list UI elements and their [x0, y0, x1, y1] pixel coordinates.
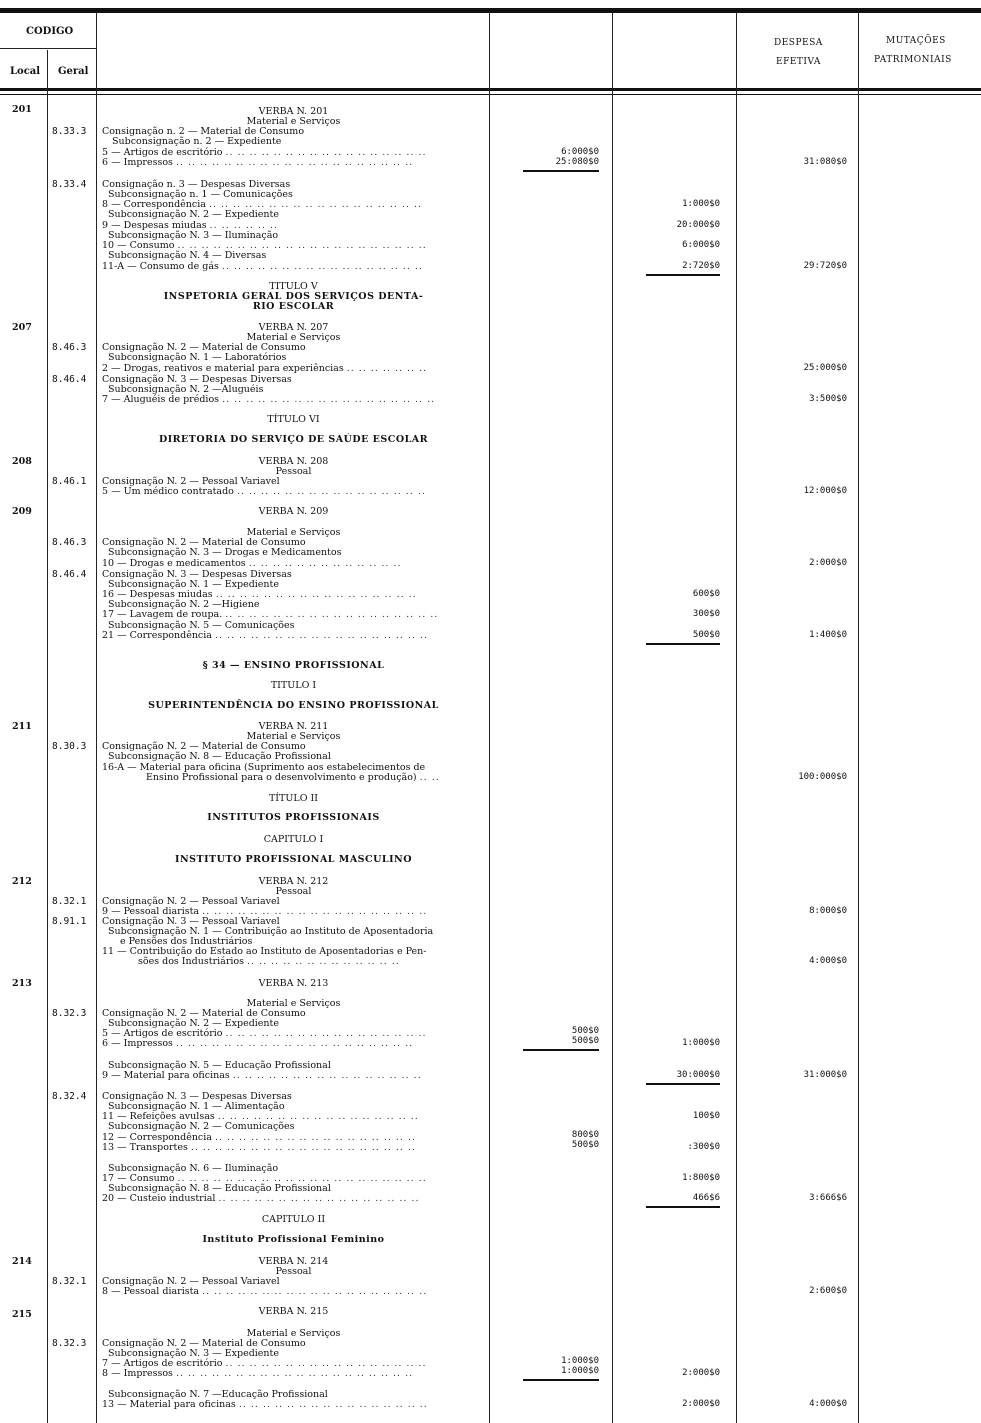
- consignacao-line: Consignação n. 2 — Material de Consumo: [102, 126, 305, 137]
- amount-col2: 2:720$0: [682, 261, 720, 271]
- code-local: 201: [12, 104, 32, 115]
- item-line: 5 — Um médico contratado .. .. .. .. .. .. .. .. .. .. .. .. .. .. .. ..: [102, 486, 426, 497]
- subconsignacao-line: Subconsignação N. 1 — Laboratórios: [108, 352, 287, 363]
- subconsignacao-line: Subconsignação n. 1 — Comunicações: [108, 189, 293, 200]
- amount-col1: 500$0: [571, 1026, 599, 1036]
- header-mutacoes: MUTAÇÕES: [886, 36, 946, 46]
- item-line: 11 — Refeições avulsas .. .. .. .. .. .. .. .. .. .. .. .. .. .. .. .. ..: [102, 1111, 419, 1122]
- verba-heading: VERBA N. 208: [258, 456, 329, 467]
- subconsignacao-line: Subconsignação N. 3 — Expediente: [108, 1348, 279, 1359]
- code-local: 209: [12, 506, 32, 517]
- consignacao-line: Consignação N. 2 — Pessoal Variavel: [102, 1276, 280, 1287]
- header-geral: Geral: [58, 66, 89, 77]
- amount-col2: 6:000$0: [682, 240, 720, 250]
- col-divider-local: [47, 50, 48, 1423]
- titulo-heading: TITULO V: [269, 281, 318, 292]
- consignacao-line: Consignação N. 2 — Material de Consumo: [102, 537, 306, 548]
- header-codigo: CODIGO: [26, 26, 74, 37]
- verba-subheading: Material e Serviços: [246, 116, 341, 127]
- col-divider-geral: [96, 12, 97, 1423]
- subtotal-rule: [523, 1049, 599, 1051]
- item-line: 21 — Correspondência .. .. .. .. .. .. .. .. .. .. .. .. .. .. .. .. .. ..: [102, 630, 429, 641]
- consignacao-line: Consignação N. 3 — Despesas Diversas: [102, 569, 292, 580]
- section-heading: § 34 — ENSINO PROFISSIONAL: [202, 660, 385, 671]
- code-local: 207: [12, 322, 32, 333]
- code-local: 212: [12, 876, 32, 887]
- verba-heading: VERBA N. 211: [258, 721, 329, 732]
- item-line: 9 — Pessoal diarista .. .. .. .. .. .. .. .. .. .. .. .. .. .. .. .. .. .. ..: [102, 906, 428, 917]
- code-geral: 8.46.3: [52, 537, 87, 548]
- titulo-name: INSTITUTOS PROFISSIONAIS: [207, 812, 380, 823]
- subconsignacao-line: Subconsignação N. 3 — Iluminação: [108, 230, 279, 241]
- code-geral: 8.32.4: [52, 1091, 87, 1102]
- code-geral: 8.46.1: [52, 476, 87, 487]
- amount-despesa-efetiva: 3:666$6: [809, 1193, 847, 1203]
- col-divider-c2: [736, 12, 737, 1423]
- code-geral: 8.46.3: [52, 342, 87, 353]
- item-line: 6 — Impressos .. .. .. .. .. .. .. .. .. .. .. .. .. .. .. .. .. .. .. ..: [102, 157, 414, 168]
- item-line: sões dos Industriários .. .. .. .. .. .. .. .. .. .. .. .. ..: [138, 956, 400, 967]
- verba-subheading: Pessoal: [275, 886, 312, 897]
- amount-col2: 2:000$0: [682, 1399, 720, 1409]
- code-geral: 8.91.1: [52, 916, 87, 927]
- amount-col2: 1:000$0: [682, 199, 720, 209]
- subconsignacao-line: Subconsignação N. 3 — Drogas e Medicamentos: [108, 547, 342, 558]
- consignacao-line: Consignação N. 2 — Material de Consumo: [102, 1008, 306, 1019]
- amount-col1: 800$0: [571, 1130, 599, 1140]
- amount-despesa-efetiva: 1:400$0: [809, 630, 847, 640]
- item-line: 17 — Lavagem de roupa. .. .. .. .. .. .. .. .. .. .. .. .. .. .. .. .. .. ..: [102, 609, 439, 620]
- code-local: 215: [12, 1309, 32, 1320]
- subconsignacao-line: Subconsignação N. 2 — Expediente: [108, 209, 279, 220]
- consignacao-line: Consignação N. 3 — Despesas Diversas: [102, 1091, 292, 1102]
- verba-subheading: Pessoal: [275, 466, 312, 477]
- amount-col2: 466$6: [692, 1193, 720, 1203]
- subconsignacao-line: e Pensões dos Industriários: [120, 936, 253, 947]
- header-patrimoniais: PATRIMONIAIS: [874, 55, 952, 65]
- item-line: 6 — Impressos .. .. .. .. .. .. .. .. .. .. .. .. .. .. .. .. .. .. .. ..: [102, 1038, 414, 1049]
- item-line: 2 — Drogas, reativos e material para experiências .. .. .. .. .. .. ..: [102, 363, 428, 374]
- consignacao-line: Consignação N. 2 — Material de Consumo: [102, 1338, 306, 1349]
- item-line: 5 — Artigos de escritório .. .. .. .. .. .. .. .. .. .. .. .. .. .. .. .. ..: [102, 1028, 427, 1039]
- subconsignacao-line: Subconsignação N. 5 — Comunicações: [108, 620, 295, 631]
- item-line: 9 — Despesas miudas .. .. .. .. .. ..: [102, 220, 278, 231]
- item-line: 16 — Despesas miudas .. .. .. .. .. .. .. .. .. .. .. .. .. .. .. .. ..: [102, 589, 417, 600]
- item-line: 10 — Consumo .. .. .. .. .. .. .. .. .. .. .. .. .. .. .. .. .. .. .. .. ..: [102, 240, 427, 251]
- code-local: 214: [12, 1256, 32, 1267]
- item-line: 11-A — Consumo de gás .. .. .. .. .. .. .. .. .. .. .. .. .. .. .. .. ..: [102, 261, 423, 272]
- subconsignacao-line: Subconsignação N. 2 — Comunicações: [108, 1121, 295, 1132]
- amount-despesa-efetiva: 100:000$0: [798, 772, 847, 782]
- code-local: 213: [12, 978, 32, 989]
- subtotal-rule: [646, 1083, 720, 1085]
- consignacao-line: Consignação N. 2 — Pessoal Variavel: [102, 896, 280, 907]
- amount-col1: 1:000$0: [561, 1366, 599, 1376]
- verba-heading: VERBA N. 207: [258, 322, 329, 333]
- capitulo-heading: CAPITULO I: [263, 834, 324, 845]
- titulo-name: DIRETORIA DO SERVIÇO DE SAÚDE ESCOLAR: [158, 434, 429, 445]
- subtotal-rule: [646, 274, 720, 276]
- subtotal-rule: [646, 643, 720, 645]
- subconsignacao-line: Subconsignação N. 8 — Educação Profissional: [108, 751, 331, 762]
- item-line: 13 — Transportes .. .. .. .. .. .. .. .. .. .. .. .. .. .. .. .. .. .. ..: [102, 1142, 416, 1153]
- verba-heading: VERBA N. 212: [258, 876, 329, 887]
- amount-despesa-efetiva: 4:000$0: [809, 956, 847, 966]
- capitulo-name: Instituto Profissional Feminino: [202, 1234, 385, 1245]
- titulo-heading: TÍTULO II: [268, 793, 319, 804]
- amount-col2: :300$0: [687, 1142, 720, 1152]
- amount-col1: 500$0: [571, 1036, 599, 1046]
- amount-col2: 1:800$0: [682, 1173, 720, 1183]
- col-divider-c1: [612, 12, 613, 1423]
- verba-subheading: Material e Serviços: [246, 1328, 341, 1339]
- amount-col1: 500$0: [571, 1140, 599, 1150]
- subtotal-rule: [523, 1379, 599, 1381]
- verba-heading: VERBA N. 201: [258, 106, 329, 117]
- subtotal-rule: [523, 170, 599, 172]
- titulo-name: RIO ESCOLAR: [252, 301, 335, 312]
- amount-col2: 20:000$0: [676, 220, 720, 230]
- code-geral: 8.32.3: [52, 1338, 87, 1349]
- code-geral: 8.33.4: [52, 179, 87, 190]
- amount-despesa-efetiva: 31:000$0: [803, 1070, 847, 1080]
- titulo-name: SUPERINTENDÊNCIA DO ENSINO PROFISSIONAL: [148, 700, 439, 711]
- item-line: 7 — Artigos de escritório .. .. .. .. .. .. .. .. .. .. .. .. .. .. .. .. ..: [102, 1358, 427, 1369]
- consignacao-line: Consignação N. 3 — Pessoal Variavel: [102, 916, 280, 927]
- item-line: Ensino Profissional para o desenvolvimento e produção) .. ..: [146, 772, 440, 783]
- col-divider-desc: [489, 12, 490, 1423]
- item-line: 16-A — Material para oficina (Suprimento aos estabelecimentos de: [102, 762, 426, 773]
- header-rule-thin: [0, 94, 981, 95]
- item-line: 12 — Correspondência .. .. .. .. .. .. .. .. .. .. .. .. .. .. .. .. ..: [102, 1132, 416, 1143]
- subconsignacao-line: Subconsignação N. 7 —Educação Profissional: [108, 1389, 328, 1400]
- subconsignacao-line: Subconsignação N. 1 — Contribuição ao Instituto de Aposentadoria: [108, 926, 434, 937]
- subconsignacao-line: Subconsignação N. 2 —Aluguéis: [108, 384, 264, 395]
- amount-col1: 6:000$0: [561, 147, 599, 157]
- verba-subheading: Material e Serviços: [246, 332, 341, 343]
- titulo-name: INSPETORIA GERAL DOS SERVIÇOS DENTA-: [163, 291, 424, 302]
- amount-col2: 500$0: [692, 630, 720, 640]
- consignacao-line: Consignação N. 3 — Despesas Diversas: [102, 374, 292, 385]
- verba-heading: VERBA N. 215: [258, 1306, 329, 1317]
- verba-heading: VERBA N. 214: [258, 1256, 329, 1267]
- amount-col2: 100$0: [692, 1111, 720, 1121]
- header-local: Local: [10, 66, 41, 77]
- amount-col2: 300$0: [692, 609, 720, 619]
- amount-despesa-efetiva: 3:500$0: [809, 394, 847, 404]
- code-geral: 8.33.3: [52, 126, 87, 137]
- item-line: 11 — Contribuição do Estado ao Instituto de Aposentadorias e Pen-: [102, 946, 427, 957]
- titulo-heading: TÍTULO VI: [267, 414, 320, 425]
- subtotal-rule: [646, 1206, 720, 1208]
- subconsignacao-line: Subconsignação N. 1 — Expediente: [108, 579, 279, 590]
- subconsignacao-line: Subconsignação N. 8 — Educação Profissional: [108, 1183, 331, 1194]
- header-despesa: DESPESA: [774, 38, 823, 48]
- amount-despesa-efetiva: 31:080$0: [803, 157, 847, 167]
- amount-col1: 1:000$0: [561, 1356, 599, 1366]
- verba-heading: VERBA N. 209: [258, 506, 329, 517]
- col-divider-c3: [858, 12, 859, 1423]
- item-line: 17 — Consumo .. .. .. .. .. .. .. .. .. .. .. .. .. .. .. .. .. .. .. .. ..: [102, 1173, 427, 1184]
- amount-despesa-efetiva: 8:000$0: [809, 906, 847, 916]
- consignacao-line: Consignação N. 2 — Pessoal Variavel: [102, 476, 280, 487]
- code-geral: 8.30.3: [52, 741, 87, 752]
- amount-despesa-efetiva: 2:600$0: [809, 1286, 847, 1296]
- amount-despesa-efetiva: 2:000$0: [809, 558, 847, 568]
- subconsignacao-line: Subconsignação N. 5 — Educação Profissional: [108, 1060, 331, 1071]
- subconsignacao-line: Subconsignação N. 2 — Expediente: [108, 1018, 279, 1029]
- subconsignacao-line: Subconsignação N. 2 —Higiene: [108, 599, 260, 610]
- verba-subheading: Material e Serviços: [246, 998, 341, 1009]
- consignacao-line: Consignação N. 2 — Material de Consumo: [102, 741, 306, 752]
- item-line: 8 — Pessoal diarista .. .. .. .. .. .. .. .. .. .. .. .. .. .. .. .. .. .. ..: [102, 1286, 428, 1297]
- verba-heading: VERBA N. 213: [258, 978, 329, 989]
- item-line: 5 — Artigos de escritório .. .. .. .. .. .. .. .. .. .. .. .. .. .. .. .. ..: [102, 147, 427, 158]
- amount-col2: 600$0: [692, 589, 720, 599]
- item-line: 20 — Custeio industrial .. .. .. .. .. .. .. .. .. .. .. .. .. .. .. .. ..: [102, 1193, 420, 1204]
- amount-despesa-efetiva: 25:000$0: [803, 363, 847, 373]
- subconsignacao-line: Subconsignação N. 4 — Diversas: [108, 250, 267, 261]
- consignacao-line: Consignação N. 2 — Material de Consumo: [102, 342, 306, 353]
- verba-subheading: Material e Serviços: [246, 731, 341, 742]
- code-geral: 8.46.4: [52, 374, 87, 385]
- header-efetiva: EFETIVA: [776, 57, 821, 67]
- capitulo-heading: CAPITULO II: [261, 1214, 326, 1225]
- amount-despesa-efetiva: 4:000$0: [809, 1399, 847, 1409]
- amount-col1: 25:080$0: [555, 157, 599, 167]
- code-geral: 8.46.4: [52, 569, 87, 580]
- item-line: 13 — Material para oficinas .. .. .. .. .. .. .. .. .. .. .. .. .. .. .. ..: [102, 1399, 428, 1410]
- item-line: 7 — Aluguéis de prédios .. .. .. .. .. .. .. .. .. .. .. .. .. .. .. .. .. ..: [102, 394, 436, 405]
- top-rule: [0, 8, 981, 13]
- amount-despesa-efetiva: 12:000$0: [803, 486, 847, 496]
- verba-subheading: Material e Serviços: [246, 527, 341, 538]
- consignacao-line: Consignação n. 3 — Despesas Diversas: [102, 179, 291, 190]
- subconsignacao-line: Subconsignação N. 6 — Iluminação: [108, 1163, 279, 1174]
- codigo-rule: [0, 48, 96, 49]
- code-local: 208: [12, 456, 32, 467]
- code-geral: 8.32.1: [52, 896, 87, 907]
- item-line: 10 — Drogas e medicamentos .. .. .. .. .. .. .. .. .. .. .. .. ..: [102, 558, 402, 569]
- item-line: 9 — Material para oficinas .. .. .. .. .. .. .. .. .. .. .. .. .. .. .. ..: [102, 1070, 422, 1081]
- amount-col2: 1:000$0: [682, 1038, 720, 1048]
- code-geral: 8.32.3: [52, 1008, 87, 1019]
- subconsignacao-line: Subconsignação n. 2 — Expediente: [112, 136, 282, 147]
- amount-col2: 2:000$0: [682, 1368, 720, 1378]
- header-rule: [0, 88, 981, 91]
- subconsignacao-line: Subconsignação N. 1 — Alimentação: [108, 1101, 285, 1112]
- code-local: 211: [12, 721, 32, 732]
- amount-col2: 30:000$0: [676, 1070, 720, 1080]
- capitulo-name: INSTITUTO PROFISSIONAL MASCULINO: [175, 854, 412, 865]
- titulo-heading: TITULO I: [270, 680, 317, 691]
- amount-despesa-efetiva: 29:720$0: [803, 261, 847, 271]
- code-geral: 8.32.1: [52, 1276, 87, 1287]
- verba-subheading: Pessoal: [275, 1266, 312, 1277]
- item-line: 8 — Correspondência .. .. .. .. .. .. .. .. .. .. .. .. .. .. .. .. .. ..: [102, 199, 423, 210]
- item-line: 8 — Impressos .. .. .. .. .. .. .. .. .. .. .. .. .. .. .. .. .. .. .. ..: [102, 1368, 414, 1379]
